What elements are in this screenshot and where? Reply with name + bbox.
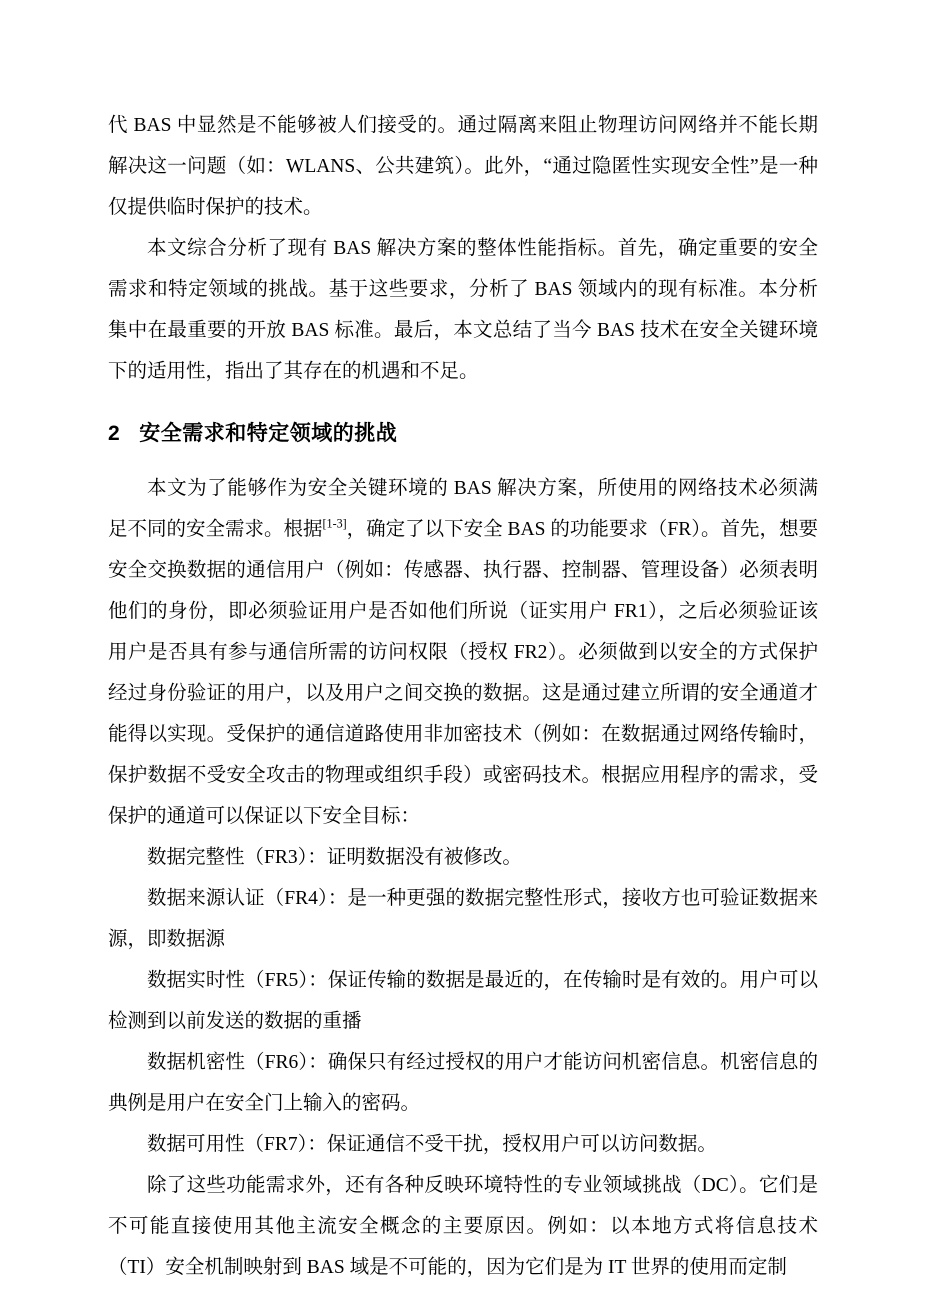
paragraph-text-after-citation: ，确定了以下安全 BAS 的功能要求（FR）。首先，想要安全交换数据的通信用户（例如：传感器、执行器、控制器、管理设备）必须表明他们的身份，即必须验证用户是否如他们所说（证实用户 FR1），之后必须验证该用户是否具有参与通信所需的访问权限（授权 FR2）。必须做到以安全的方式保护经过身份验证的用户，以及用户之间交换的数据。这是通过建立所谓的安全通道才能得以实现。受保护的通信道路使用非加密技术（例如：在数据通过网络传输时，保护数据不受安全攻击的物理或组织手段）或密码技术。根据应用程序的需求，受保护的通道可以保证以下安全目标： (108, 519, 818, 827)
paragraph: 代 BAS 中显然是不能够被人们接受的。通过隔离来阻止物理访问网络并不能长期解决这一问题（如：WLANS、公共建筑）。此外，“通过隐匿性实现安全性”是一种仅提供临时保护的技术。 (108, 115, 818, 218)
paragraph (108, 468, 818, 837)
paragraph: 数据可用性（FR7）：保证通信不受干扰，授权用户可以访问数据。 (147, 1134, 717, 1155)
paragraph: 数据机密性（FR6）：确保只有经过授权的用户才能访问机密信息。机密信息的典例是用户在安全门上输入的密码。 (108, 1052, 818, 1114)
paragraph: 本文综合分析了现有 BAS 解决方案的整体性能指标。首先，确定重要的安全需求和特定领域的挑战。基于这些要求，分析了 BAS 领域内的现有标准。本分析集中在最重要的开放 BAS 标准。最后，本文总结了当今 BAS 技术在安全关键环境下的适用性，指出了其存在的机遇和不足。 (108, 238, 818, 382)
section-number: 2 (108, 422, 121, 445)
paragraph: 数据来源认证（FR4）：是一种更强的数据完整性形式，接收方也可验证数据来源，即数据源 (108, 888, 818, 950)
paragraph: 除了这些功能需求外，还有各种反映环境特性的专业领域挑战（DC）。它们是不可能直接使用其他主流安全概念的主要原因。例如：以本地方式将信息技术（TI）安全机制映射到 BAS 域是不可能的，因为它们是为 IT 世界的使用而定制 (108, 1175, 818, 1278)
document-body (108, 105, 818, 1288)
paragraph-text-before-citation: 本文为了能够作为安全关键环境的 BAS 解决方案，所使用的网络技术必须满足不同的安全需求。根据 (108, 478, 818, 540)
section-title: 安全需求和特定领域的挑战 (139, 422, 398, 445)
paragraph: 数据实时性（FR5）：保证传输的数据是最近的，在传输时是有效的。用户可以检测到以前发送的数据的重播 (108, 970, 818, 1032)
paragraph: 数据完整性（FR3）：证明数据没有被修改。 (147, 847, 522, 868)
citation-reference: [1-3] (322, 516, 347, 531)
section-heading (108, 416, 818, 452)
